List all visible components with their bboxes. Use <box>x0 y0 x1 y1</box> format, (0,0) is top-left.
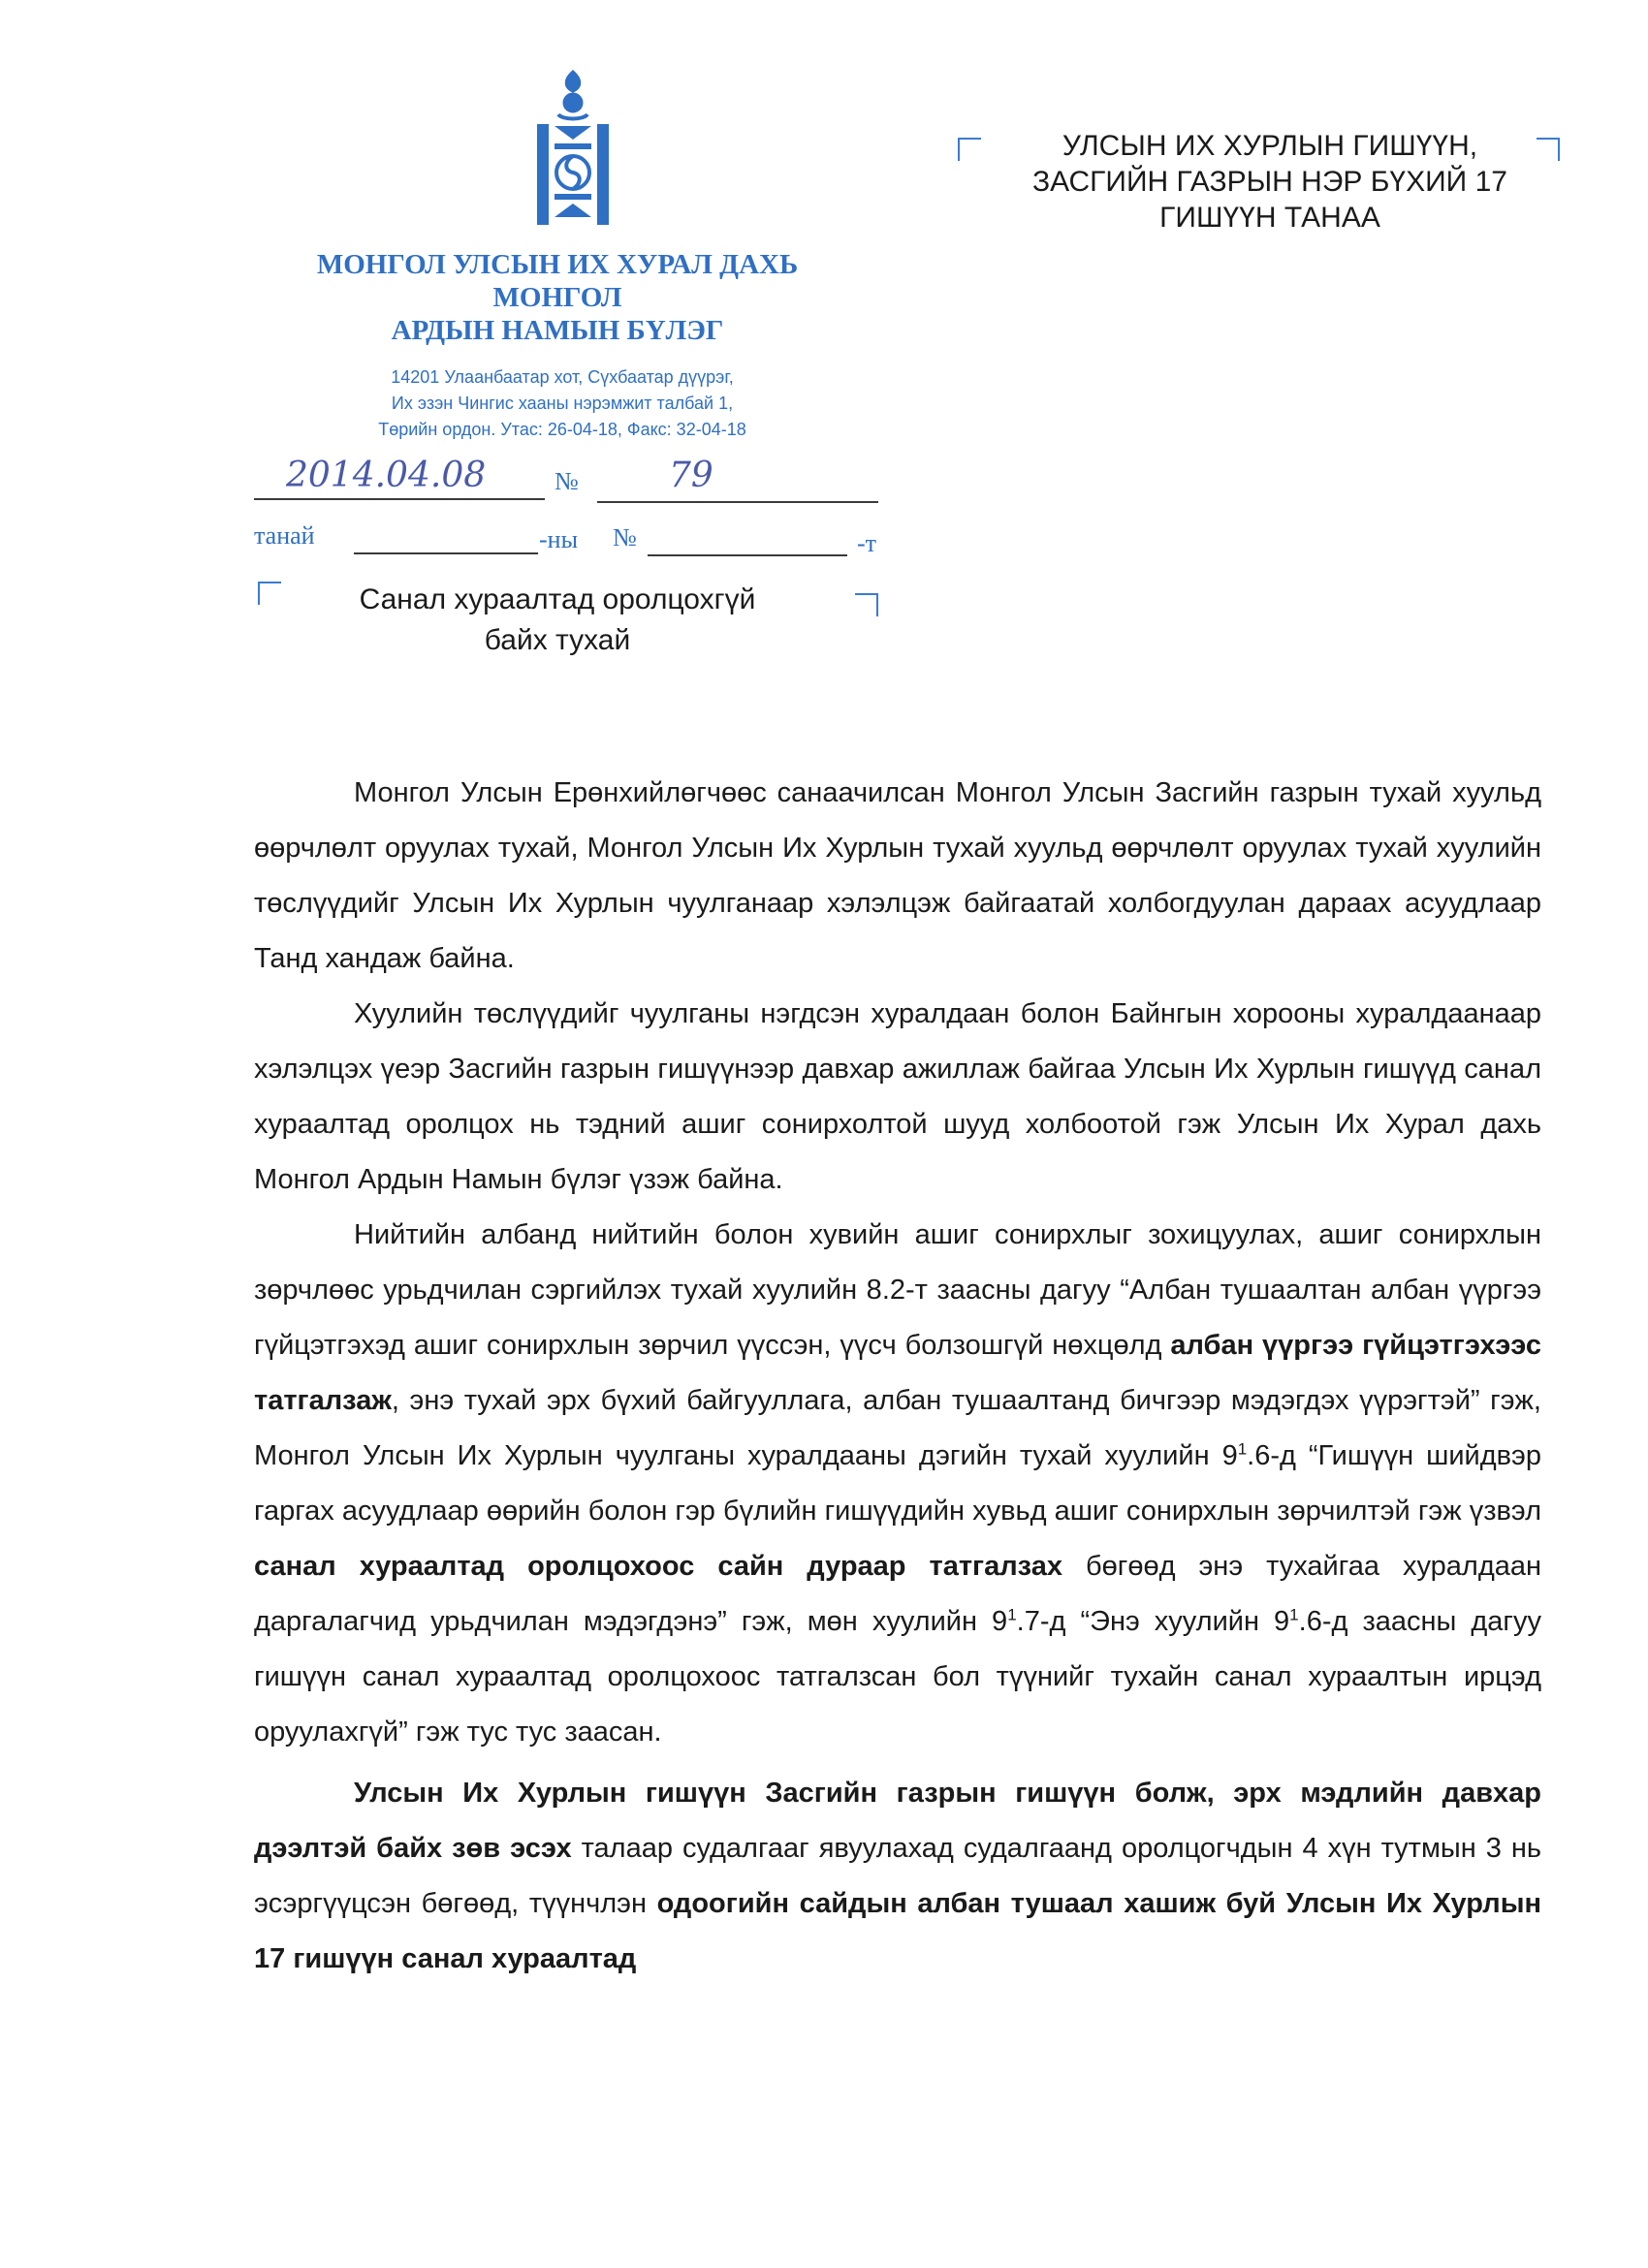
number-label: № <box>555 467 579 495</box>
bold-text-run: Улсын Их Хурлын гишүүн Засгийн газрын гишүүн болж, эрх мэдлийн давхар дээлтэй байх зөв эсэх <box>254 1778 1541 1864</box>
address-line: Их эзэн Чингис хааны нэрэмжит талбай 1, <box>391 394 734 413</box>
yours-date-line <box>354 552 538 554</box>
body-paragraph-1: Монгол Улсын Ерөнхийлөгчөөс санаачилсан Монгол Улсын Засгийн газрын тухай хуульд өөрчлөлт оруулах тухай, Монгол Улсын Их Хурлын тухай хуульд өөрчлөлт оруулах тухай хуулийн төслүүдийг Улсын Их Хурлын чуулганаар хэлэлцэж байгаатай холбогдуулан дараах асуудлаар Танд хандаж байна. <box>254 777 1541 974</box>
text-run: бөгөөд энэ тухайгаа хуралдаан даргалагчид урьдчилан мэдэгдэнэ” гэж, мөн хуулийн 9 <box>254 1551 1542 1637</box>
address-line: 14201 Улаанбаатар хот, Сүхбаатар дүүрэг, <box>391 367 734 387</box>
recipient-line: ЗАСГИЙН ГАЗРЫН НЭР БҮХИЙ 17 <box>1032 166 1507 198</box>
bold-text-run: санал хураалтад оролцохоос сайн дураар татгалзах <box>254 1551 1062 1582</box>
superscript: 1 <box>1007 1605 1017 1624</box>
yours-suffix: -ны <box>539 525 579 553</box>
organization-address <box>291 364 834 443</box>
subject-line: байх тухай <box>484 624 631 656</box>
recipient-line: ГИШҮҮН ТАНАА <box>1159 202 1380 234</box>
superscript: 1 <box>1237 1439 1248 1459</box>
letter-subject <box>320 580 795 661</box>
handwritten-number: 79 <box>669 456 713 495</box>
org-name-line: МОНГОЛ УЛСЫН ИХ ХУРАЛ ДАХЬ <box>316 249 799 280</box>
yours-number-label: № <box>613 523 637 551</box>
bold-text-run: албан үүргээ гүйцэтгэхээс татгалзаж <box>254 1330 1541 1416</box>
recipient-line: УЛСЫН ИХ ХУРЛЫН ГИШҮҮН, <box>1062 130 1478 162</box>
org-name-line: АРДЫН НАМЫН БҮЛЭГ <box>391 315 724 346</box>
body-paragraph-2: Хуулийн төслүүдийг чуулганы нэгдсэн хуралдаан болон Байнгын хорооны хуралдаанаар хэлэлцэх үеэр Засгийн газрын гишүүнээр давхар ажиллаж байгаа Улсын Их Хурлын гишүүд санал хураалтад оролцох нь тэдний ашиг сонирхолтой шууд холбоотой гэж Улсын Их Хурал дахь Монгол Ардын Намын бүлэг үзэж байна. <box>254 998 1541 1195</box>
handwritten-date: 2014.04.08 <box>286 456 487 495</box>
organization-name <box>247 248 868 347</box>
superscript: 1 <box>1289 1605 1299 1624</box>
text-run: Нийтийн албанд нийтийн болон хувийн ашиг сонирхлыг зохицуулах, ашиг сонирхлын зөрчлөөс урьдчилан сэргийлэх тухай хуулийн 8.2-т заасны дагуу “Албан тушаалтан албан үүргээ гүйцэтгэхэд ашиг сонирхлын зөрчил үүссэн, үүсч болзошгүй нөхцөлд <box>254 1219 1541 1361</box>
bold-text-run: одоогийн сайдын албан тушаал хашиж буй Улсын Их Хурлын 17 гишүүн санал хураалтад <box>254 1888 1541 1974</box>
text-run: .6-д заасны дагуу гишүүн санал хураалтад оролцохоос татгалзсан бол түүнийг тухайн санал хураалтын ирцэд оруулахгүй” гэж тус тус заасан. <box>254 1606 1542 1748</box>
body-paragraph-4 <box>254 1766 1541 1987</box>
subject-line: Санал хураалтад оролцохгүй <box>359 583 756 615</box>
text-run: , энэ тухай эрх бүхий байгууллага, албан тушаалтанд бичгээр мэдэгдэх үүрэгтэй” гэж, Монгол Улсын Их Хурлын чуулганы хуралдааны дэгийн тухай хуулийн 9 <box>254 1385 1541 1471</box>
address-line: Төрийн ордон. Утас: 26-04-18, Факс: 32-04-18 <box>378 420 746 439</box>
subject-corner-mark <box>855 593 878 616</box>
date-underline <box>254 498 545 500</box>
number-underline <box>597 501 878 503</box>
subject-corner-mark <box>258 582 281 605</box>
letter-body <box>254 766 1541 1987</box>
yours-number-line <box>648 554 847 556</box>
soyombo-emblem-icon <box>529 70 617 233</box>
body-paragraph-3 <box>254 1208 1541 1760</box>
yours-end: -т <box>857 529 877 557</box>
yours-label: танай <box>254 521 315 550</box>
text-run: .7-д “Энэ хуулийн 9 <box>1016 1606 1290 1637</box>
text-run: талаар судалгааг явуулахад судалгаанд оролцогчдын 4 хүн тутмын 3 нь эсэргүүцсэн бөгөөд, түүнчлэн <box>254 1833 1541 1919</box>
org-name-line: МОНГОЛ <box>492 282 622 313</box>
text-run: .6-д “Гишүүн шийдвэр гаргах асуудлаар өөрийн болон гэр бүлийн гишүүдийн хувьд ашиг сонирхлын зөрчилтэй гэж үзвэл <box>254 1440 1541 1527</box>
recipient-block <box>960 128 1580 236</box>
